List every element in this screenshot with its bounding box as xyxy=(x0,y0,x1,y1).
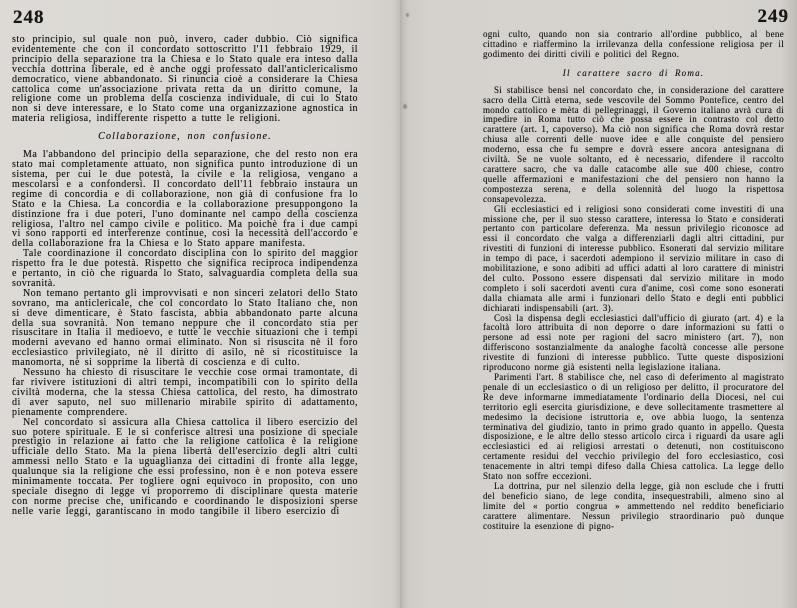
body-paragraph: Gli ecclesiastici ed i religiosi sono considerati come investiti di una missione che, per il suo stesso carattere, interessa lo Stato e considerati pertanto con particolare deferenza. Ma nessun privilegio riconosce ad essi il concordato che valga a differenziarli dagli altri cittadini, pur rivestiti di funzioni di interesse pubblico. Esonerati dal servizio militare in tempo di pace, i sacerdoti adempiono il servizio militare in caso di mobilitazione, e sono adibiti ad uffici adatti al loro carattere di ministri del culto. Possono essere dispensati dal servizio militare in modo completo i soli sacerdoti aventi cura d'anime, così come sono esonerati dalla chiamata alle armi i funzionari dello Stato e degli enti pubblici dichiarati indispensabili (art. 3). xyxy=(483,203,784,313)
page-number-right: 249 xyxy=(757,6,789,27)
text-column-right xyxy=(483,30,784,532)
page-number-left: 248 xyxy=(13,7,45,28)
body-paragraph: Tale coordinazione il concordato disciplina con lo spirito del maggior rispetto fra le due potestà. Rispetto che significa reciproca indipendenza e pertanto, in ciò che riguarda lo Stato, salvaguardia completa della sua sovranità. xyxy=(12,248,358,289)
body-paragraph: Non temano pertanto gli improvvisati e non sinceri zelatori dello Stato sovrano, ma anticlericale, che col concordato lo Stato Italiano che, non si deve dimenticare, è Stato fascista, abbia abbandonato parte alcuna della sua sovranità. Non temano neppure che il concordato stia per risuscitare in Italia il medioevo, e tutte le vecchie situazioni che i tempi moderni avevano ed hanno ormai eliminato. Non si risuscita nè il foro ecclesiastico privilegiato, nè il diritto di asilo, nè si ricostituisce la manomorta, nè si sopprime la libertà di coscienza e di culto. xyxy=(12,287,358,369)
body-paragraph: Ma l'abbandono del principio della separazione, che del resto non era stato mai completamente attuato, non significa punto introduzione di un sistema, per cui le due potestà, la civile e la religiosa, vengano a mescolarsi e a confondersi. Il concordato dell'11 febbraio instaura un regime di concordia e di collaborazione, non già di confusione fra lo Stato e la Chiesa. La concordia e la collaborazione presuppongono la distinzione fra i due poteri, l'uno dominante nel campo della coscienza religiosa, l'altro nel campo civile e politico. Ma poichè fra i due campi vi sono rapporti ed interferenze continue, così la necessità dell'accordo e della collaborazione fra la Chiesa e lo Stato appare manifesta. xyxy=(12,149,358,250)
body-paragraph: La dottrina, pur nel silenzio della legge, già non esclude che i frutti del beneficio siano, de lege condita, insequestrabili, almeno sino al limite del « portio congrua » ammettendo nel reddito beneficiario carattere alimentare. Nessun privilegio straordinario può dunque costituire la esenzione di pigno- xyxy=(483,480,784,531)
body-paragraph: ogni culto, quando non sia contrario all'ordine pubblico, al bene cittadino e riaffermino la irrilevanza della confessione religiosa per il godimento dei diritti civili e politici del Regno. xyxy=(483,29,784,59)
body-paragraph: sto principio, sul quale non può, invero, cader dubbio. Ciò significa evidentemente che con il concordato sottoscritto l'11 febbraio 1929, il principio della separazione tra la Chiesa e lo Stato quale era inteso dalla vecchia dottrina liberale, ed è anche oggi professato dall'anticlericalismo democratico, viene abbandonato. Si rinuncia cioè a considerare la Chiesa cattolica come un'associazione privata retta da un diritto comune, la religione come un problema della coscienza individuale, di cui lo Stato non si deve interessare, e lo Stato come una organizzazione agnostica in materia religiosa, indifferente rispetto a tutte le religioni. xyxy=(12,34,358,125)
body-paragraph: Nessuno ha chiesto di risuscitare le vecchie cose ormai tramontate, di far rivivere istituzioni di altri tempi, incompatibili con lo spirito della civiltà moderna, che la stessa Chiesa cattolica, del resto, ha dimostrato di aver saputo, nel suo millenario mirabile spirito di adattamento, pienamente comprendere. xyxy=(12,367,358,418)
section-heading: Collaborazione, non confusione. xyxy=(98,131,272,143)
body-paragraph: Si stabilisce bensì nel concordato che, in considerazione del carattere sacro della Città eterna, sede vescovile del Sommo Pontefice, centro del mondo cattolico e mèta di pellegrinaggi, il Governo italiano avrà cura di impedire in Roma tutto ciò che possa essere in contrasto col detto carattere (art. 1, capoverso). Ma ciò non significa che Roma dovrà restar chiusa alle correnti delle nuove idee e alle conquiste del pensiero moderno, essa che fu sempre e dovrà essere ancora antesignana di civiltà. Se ne vuole soltanto, ed è necessario, difendere il raccolto carattere sacro, che va dalle catacombe alle sue 400 chiese, contro quelle affermazioni e manifestazioni che del pensiero non hanno la compostezza serena, e della solennità del luogo la rispettosa consapevolezza. xyxy=(483,84,784,204)
section-heading: Il carattere sacro di Roma. xyxy=(562,67,705,78)
text-column-left xyxy=(12,35,358,517)
page-right xyxy=(398,0,797,608)
body-paragraph: Nel concordato si assicura alla Chiesa cattolica il libero esercizio del suo potere spirituale. E le si conferisce altresì una posizione di speciale prestigio in relazione ai fatto che la religione cattolica è la religione ufficiale dello Stato. Ma la piena libertà dell'esercizio degli altri culti ammessi nello Stato e la uguaglianza dei cittadini di fronte alla legge, qualunque sia la religione che essi professino, non è e non poteva essere minimamente toccata. Per togliere ogni equivoco in proposito, con uno speciale disegno di legge vi proporremo di disciplinare questa materie con norme precise che, unificando e coordinando le disposizioni sperse nelle varie leggi, garantiscano in modo tangibile il libero esercizio di xyxy=(12,416,358,517)
body-paragraph: Così la dispensa degli ecclesiastici dall'ufficio di giurato (art. 4) e la facoltà loro attribuita di non deporre o dare informazioni su fatti o persone ad essi note per ragioni del sacro ministero (art. 7), non differiscono sostanzialmente da analoghe facoltà concesse alle persone rivestite di funzioni di interesse pubblico. Tutte queste disposizioni riproducono norme già esistenti nella legislazione italiana. xyxy=(483,312,784,373)
page-left xyxy=(0,0,398,608)
body-paragraph: Parimenti l'art. 8 stabilisce che, nel caso di deferimento al magistrato penale di un ecclesiastico o di un religioso per delitto, il procuratore del Re deve informarne immediatamente l'ordinario della Diocesi, nel cui territorio egli esercita giurisdizione, e deve sollecitamente trasmettere al medesimo la decisione istruttoria e, ove abbia luogo, la sentenza terminativa del giudizio, tanto in primo grado quanto in appello. Questa disposizione, e le altre dello stesso articolo circa i riguardi da usare agli ecclesiastici ed ai religiosi arrestati o detenuti, non costituiscono certamente residui del vecchio privilegio del foro ecclesiastico, così tenacemente in altri tempi difeso dalla Chiesa cattolica. La legge dello Stato non soffre eccezioni. xyxy=(483,372,784,482)
